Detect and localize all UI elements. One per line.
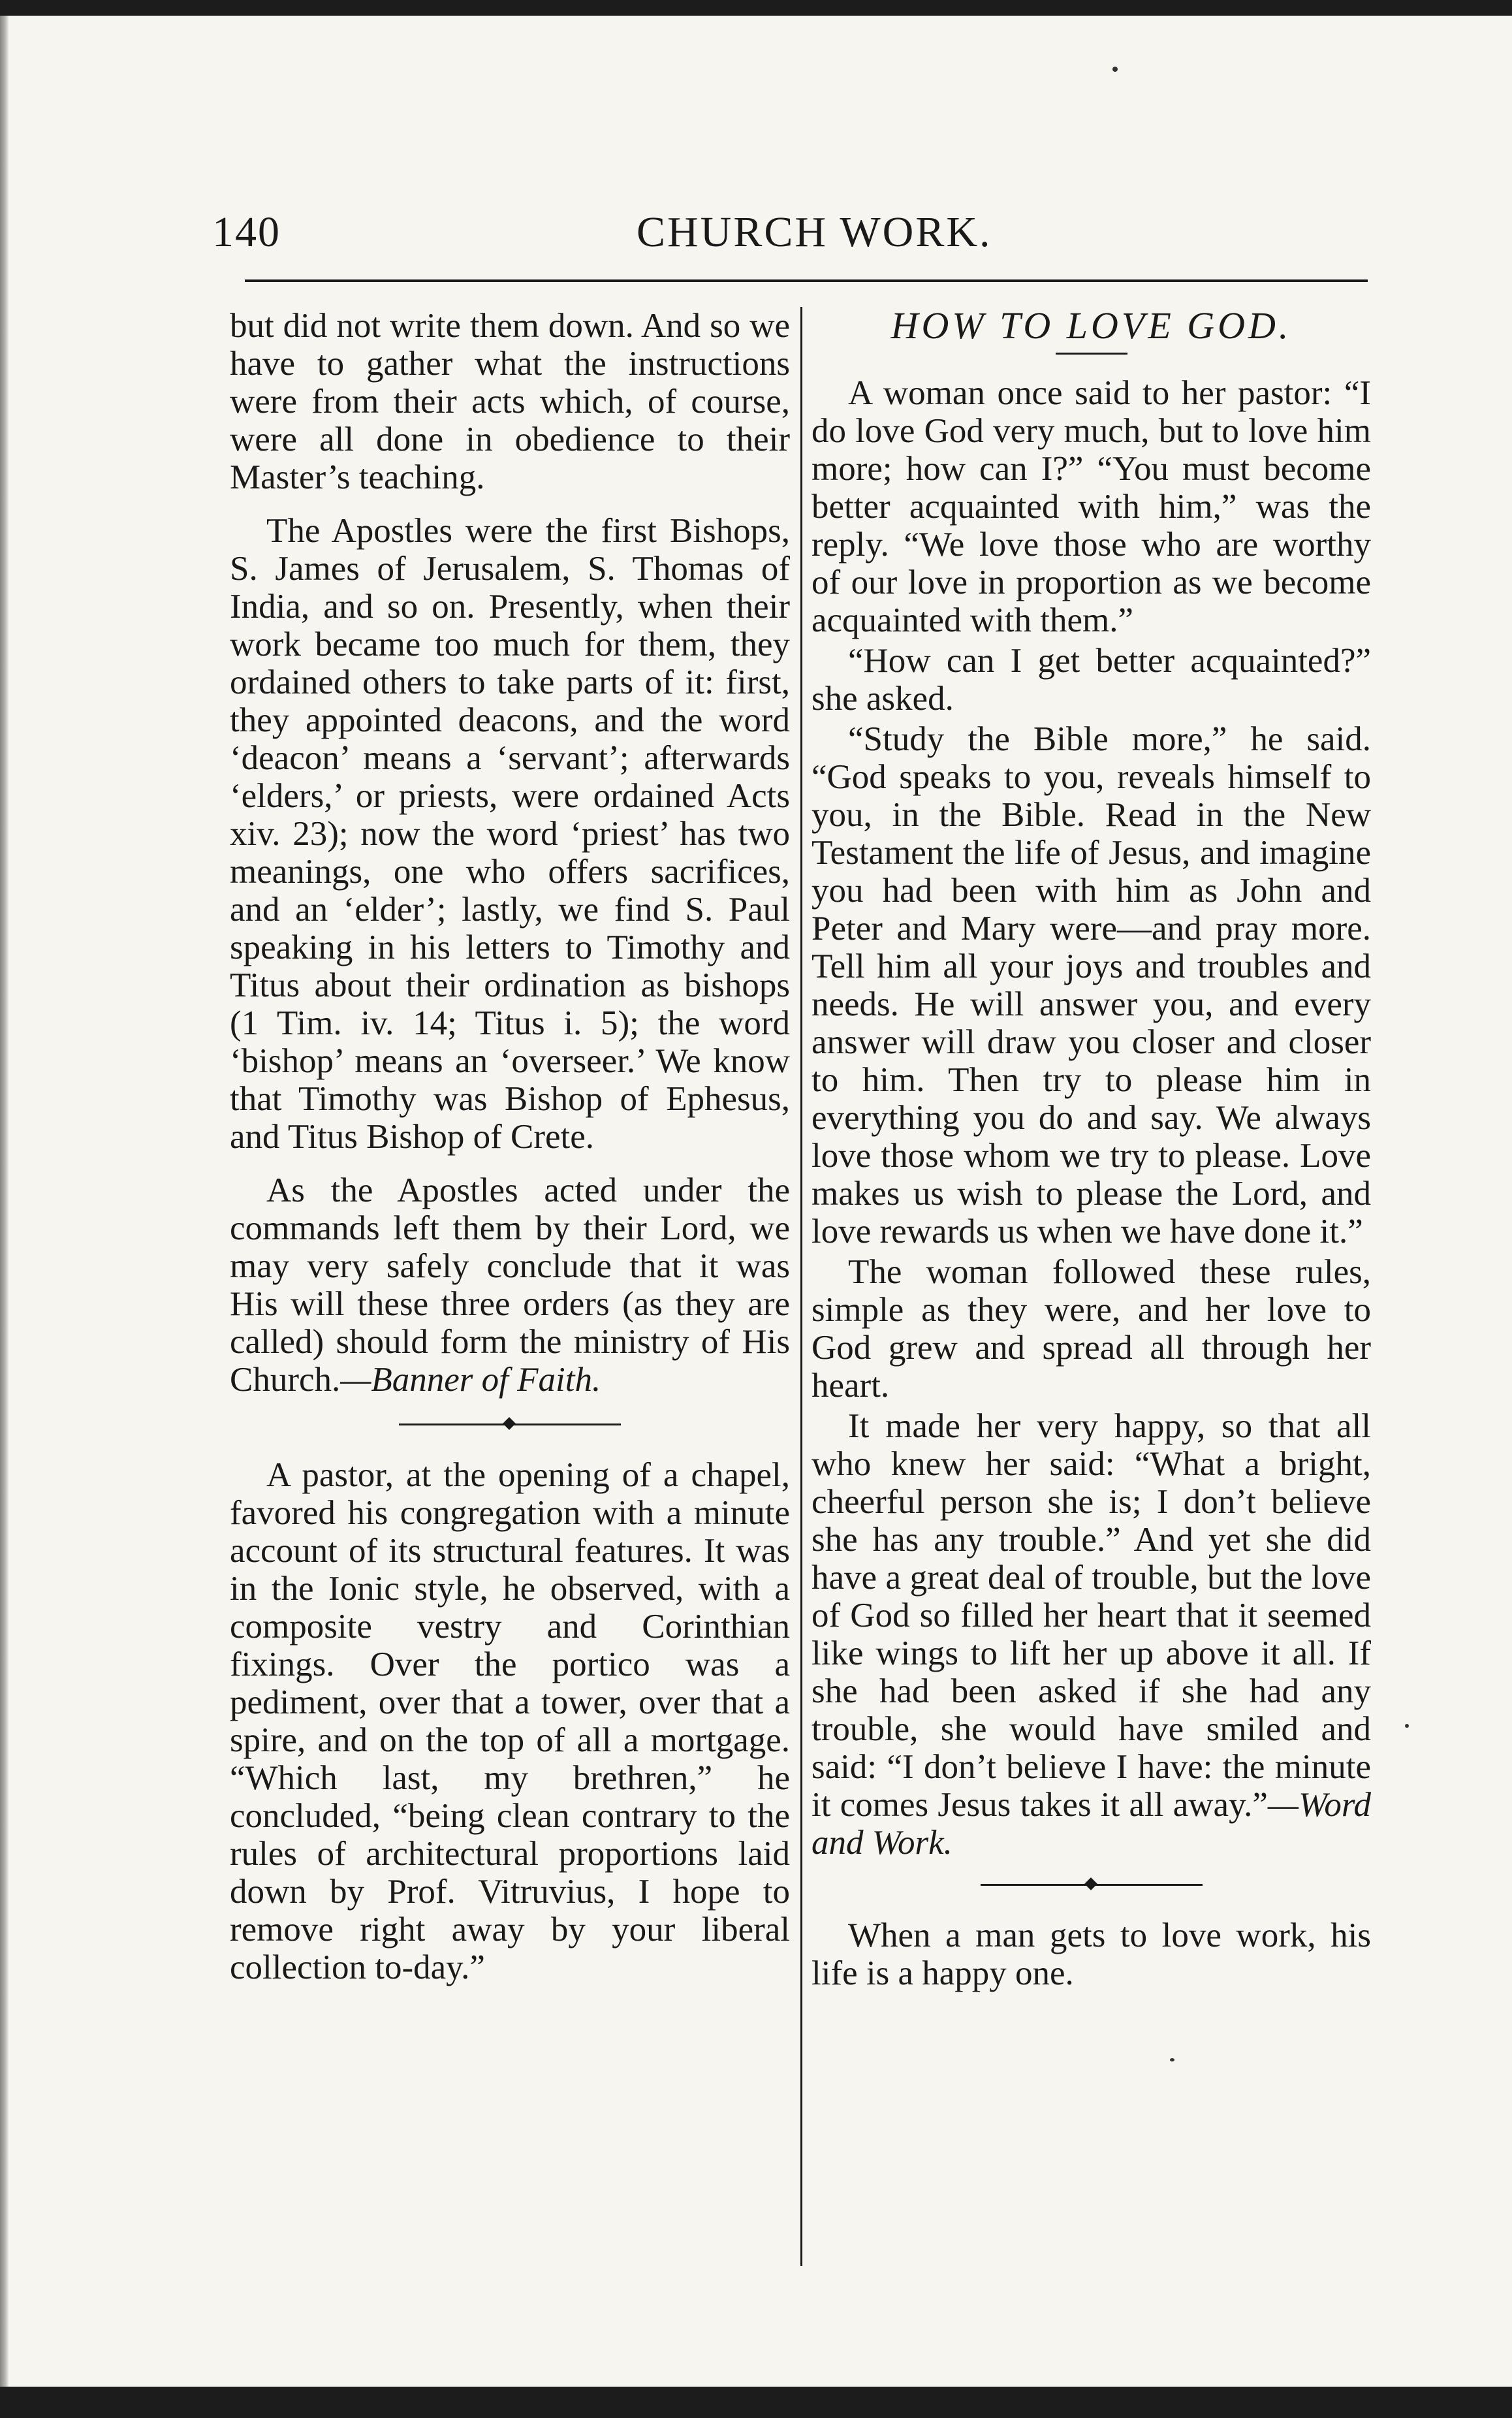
right-paragraph-5 xyxy=(811,1407,1371,1862)
divider-diamond-icon xyxy=(503,1417,516,1430)
running-title: CHURCH WORK. xyxy=(637,208,992,256)
left-paragraph-3 xyxy=(230,1171,790,1399)
section-divider xyxy=(399,1414,621,1434)
column-divider xyxy=(800,307,802,2266)
scan-left-edge xyxy=(0,16,9,2387)
right-paragraph-2: “How can I get better acquainted?” she asked. xyxy=(811,642,1371,718)
scan-speck xyxy=(1405,1724,1409,1728)
page-number: 140 xyxy=(212,208,281,256)
right-paragraph-6: When a man gets to love work, his life is a happy one. xyxy=(811,1917,1371,1992)
article-title: HOW TO LOVE GOD. xyxy=(890,304,1292,347)
section-divider-right xyxy=(981,1875,1203,1894)
right-paragraph-3: “Study the Bible more,” he said. “God speaks to you, reveals himself to you, in the Bible. Read in the New Testament the life of Jesus, and imagine you had been with him as John and Peter and Mary were—and pray more. Tell him all your joys and troubles and needs. He will answer you, and every answer will draw you closer and closer to him. Then try to please him in everything you do and say. We always love those whom we try to please. Love makes us wish to please the Lord, and love rewards us when we have done it.” xyxy=(811,720,1371,1250)
scan-speck xyxy=(1170,2058,1174,2061)
word-and-work-attribution: —Word and Work. xyxy=(811,1786,1371,1862)
divider-diamond-icon xyxy=(1084,1877,1097,1890)
left-paragraph-1: but did not write them down. And so we have to gather what the instructions were from their acts which, of course, were all done in obedience to their Master’s teaching. xyxy=(230,307,790,496)
left-paragraph-3-text: As the Apostles acted under the commands left them by their Lord, we may very safely conclude that it was His will these three orders (as they are called) should form the ministry of His Church. xyxy=(230,1171,790,1399)
banner-of-faith-attribution: —Banner of Faith. xyxy=(340,1361,601,1399)
right-column xyxy=(811,304,1371,1995)
header-rule xyxy=(245,279,1368,282)
page-header xyxy=(212,208,1368,279)
left-column xyxy=(230,307,790,2002)
scan-top-border xyxy=(0,0,1512,16)
title-rule xyxy=(1056,353,1127,355)
left-paragraph-4: A pastor, at the opening of a chapel, favored his congregation with a minute account of its structural features. It was in the Ionic style, he observed, with a composite vestry and Corinthian fixings. Over the portico was a pediment, over that a tower, over that a spire, and on the top of all a mortgage. “Which last, my brethren,” he concluded, “being clean contrary to the rules of architectural proportions laid down by Prof. Vitruvius, I hope to remove right away by your liberal collection to-day.” xyxy=(230,1456,790,1986)
left-paragraph-2: The Apostles were the first Bishops, S. James of Jerusalem, S. Thomas of India, and so on. Presently, when their work became too much for them, they ordained others to take parts of it: first, they appointed deacons, and the word ‘deacon’ means a ‘servant’; afterwards ‘elders,’ or priests, were ordained Acts xiv. 23); now the word ‘priest’ has two meanings, one who offers sacrifices, and an ‘elder’; lastly, we find S. Paul speaking in his letters to Timothy and Titus about their ordination as bishops (1 Tim. iv. 14; Titus i. 5); the word ‘bishop’ means an ‘overseer.’ We know that Timothy was Bishop of Ephesus, and Titus Bishop of Crete. xyxy=(230,512,790,1156)
right-paragraph-4: The woman followed these rules, simple as they were, and her love to God grew and spread all through her heart. xyxy=(811,1253,1371,1405)
scan-bottom-border xyxy=(0,2387,1512,2418)
scan-speck xyxy=(1112,67,1118,72)
right-paragraph-5-text: It made her very happy, so that all who knew her said: “What a bright, cheerful person she is; I don’t believe she has any trouble.” And yet she did have a great deal of trouble, but the love of God so filled her heart that it seemed like wings to lift her up above it all. If she had been asked if she had any trouble, she would have smiled and said: “I don’t believe I have: the minute it comes Jesus takes it all away.” xyxy=(811,1407,1371,1824)
right-paragraph-1: A woman once said to her pastor: “I do love God very much, but to love him more; how can I?” “You must become better acquainted with him,” was the reply. “We love those who are worthy of our love in proportion as we become acquainted with them.” xyxy=(811,374,1371,639)
